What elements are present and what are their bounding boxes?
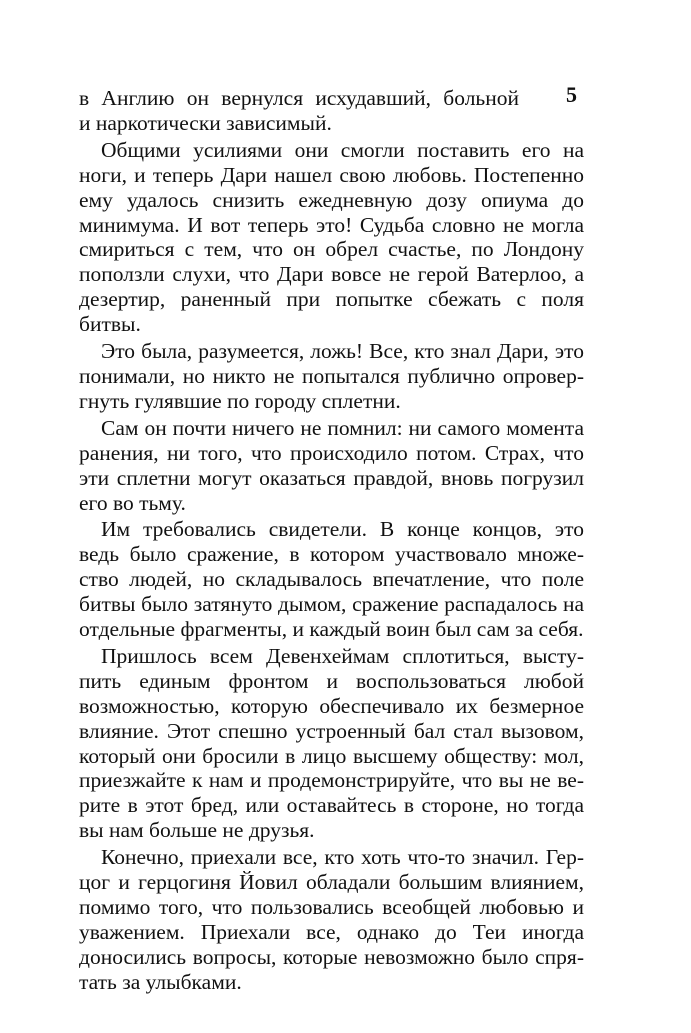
paragraph: Пришлось всем Девенхеймам сплотиться, выступить единым фронтом и воспользоваться любой возможностью, которую обеспечивало их безмерное влияние. Этот спешно устроенный бал стал вызовом, который они бросили в лицо высшему обществу: мол, приезжайте к нам и продемонстрируйте, что вы не верите в этот бред, или оставайтесь в стороне, но тогда вы нам больше не друзья. [79, 643, 584, 843]
paragraph: Сам он почти ничего не помнил: ни самого момента ранения, ни того, что происходило потом. Страх, что эти сплетни могут оказаться правдой, вновь погрузил его во тьму. [79, 415, 584, 515]
paragraph: Это была, разумеется, ложь! Все, кто знал Дари, это понимали, но никто не попытался публично опровергнуть гулявшие по городу сплетни. [79, 339, 584, 413]
paragraph-line: в Англию он вернулся исхудавший, больной [79, 86, 519, 110]
page-number: 5 [566, 82, 577, 107]
page-body-text [79, 82, 584, 997]
paragraph: Общими усилиями они смогли поставить его на ноги, и теперь Дари нашел свою любовь. Постепенно ему удалось снизить ежедневную дозу опиума до минимума. И вот теперь это! Судьба словно не могла смириться с тем, что он обрел счастье, по Лондону поползли слухи, что Дари вовсе не герой Ватерлоо, а дезертир, раненный при попытке сбежать с поля битвы. [79, 137, 584, 337]
paragraph-continuation [79, 82, 584, 136]
paragraph-line: и наркотически зависимый. [79, 110, 332, 135]
paragraph: Конечно, приехали все, кто хоть что-то значил. Герцог и герцогиня Йовил обладали большим влиянием, помимо того, что пользовались всеобщей любовью и уважением. Приехали все, однако до Теи иногда доносились вопросы, которые невозможно было спрятать за улыбками. [79, 845, 584, 994]
paragraph: Им требовались свидетели. В конце концов, это ведь было сражение, в котором участвовало множество людей, но складывалось впечатление, что поле битвы было затянуто дымом, сражение распадалось на отдельные фрагменты, и каждый воин был сам за себя. [79, 517, 584, 642]
